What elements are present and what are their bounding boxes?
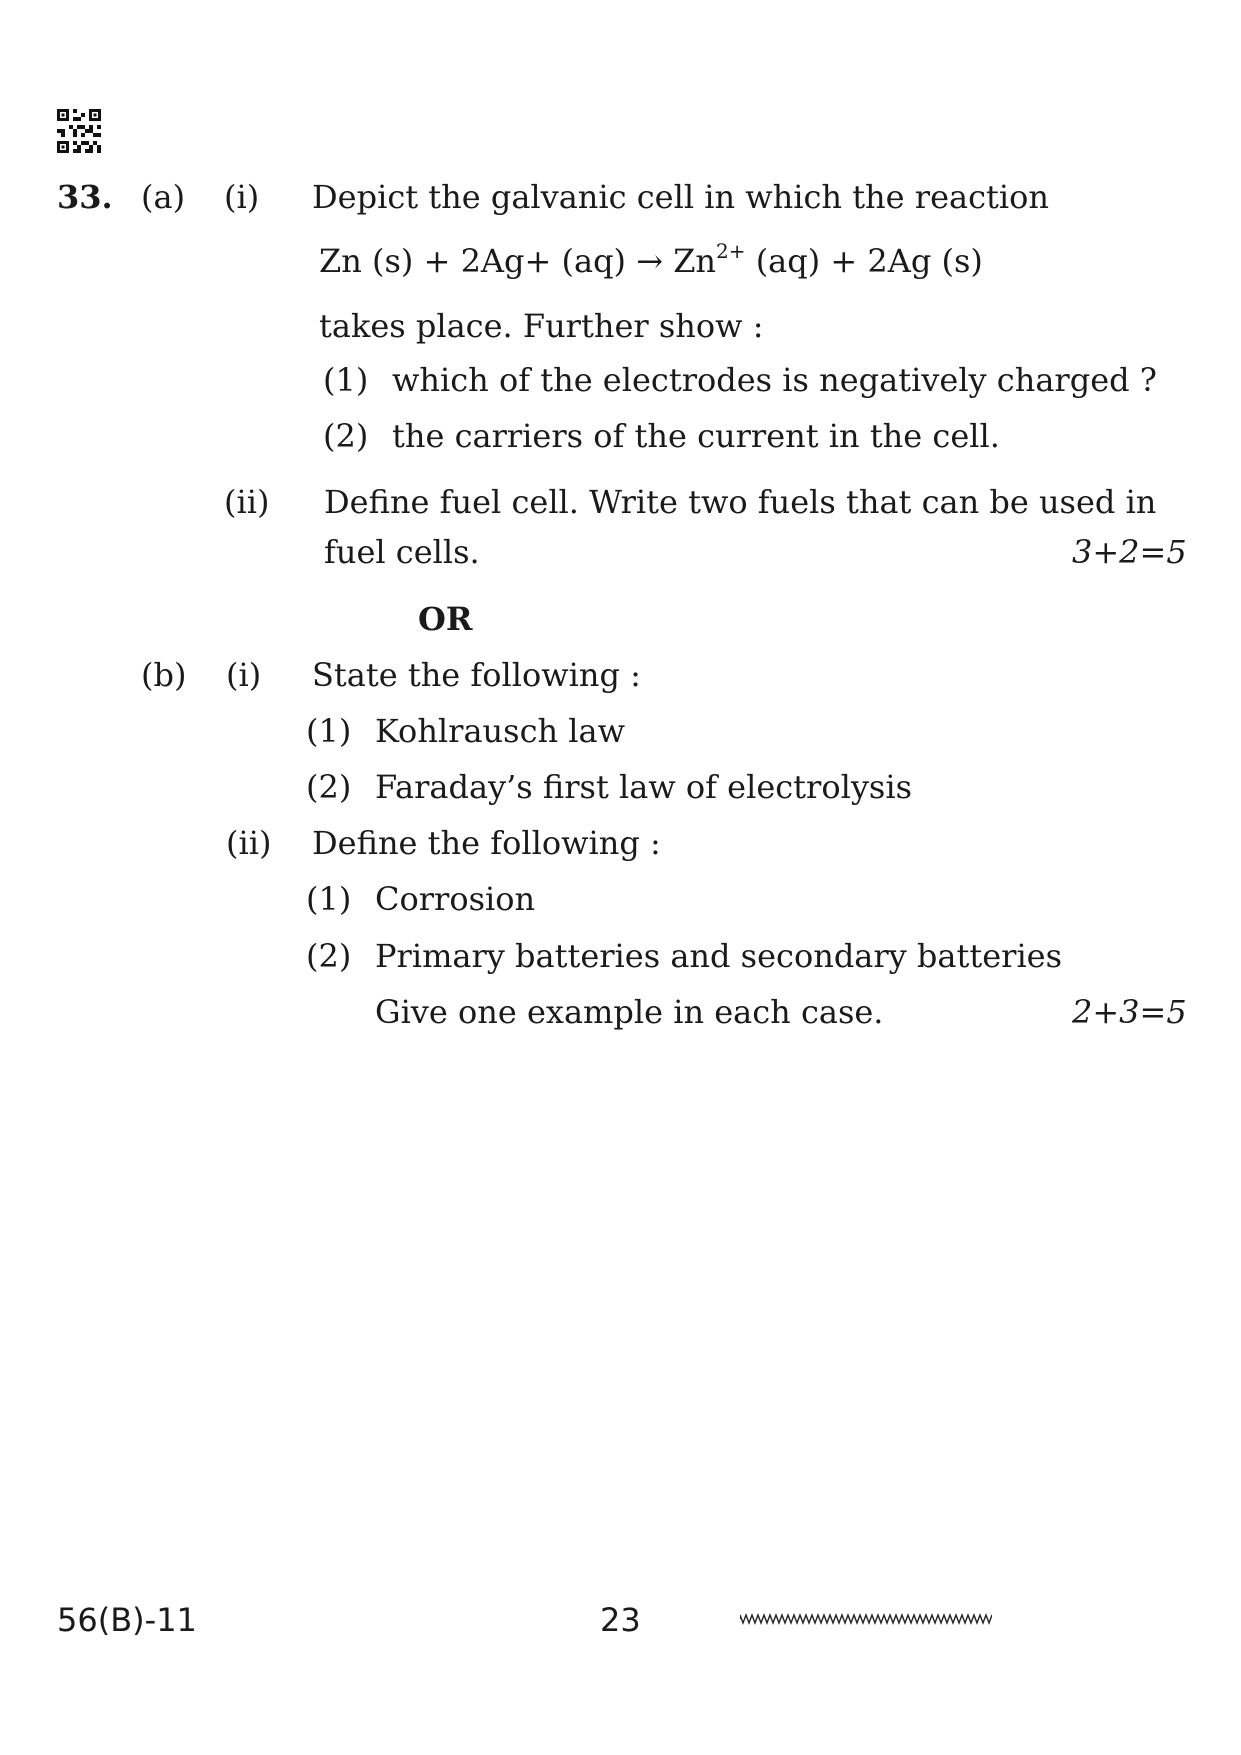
part-b-ii-label: (ii) bbox=[226, 824, 272, 862]
list-item-number: (1) bbox=[306, 880, 352, 918]
list-item-text: the carriers of the current in the cell. bbox=[392, 417, 1000, 455]
part-a-i-label: (i) bbox=[224, 178, 260, 216]
reaction-equation bbox=[319, 241, 983, 281]
equation-right: (aq) + 2Ag (s) bbox=[745, 242, 983, 280]
part-b-label: (b) bbox=[141, 656, 187, 694]
paper-code: 56(B)-11 bbox=[57, 1601, 197, 1639]
part-a-i-text: Depict the galvanic cell in which the reaction bbox=[312, 178, 1049, 216]
part-a-ii-text-line1: Define fuel cell. Write two fuels that can be used in bbox=[324, 483, 1157, 521]
list-item-number: (2) bbox=[306, 937, 352, 975]
part-b-i-label: (i) bbox=[226, 656, 262, 694]
marks-b: 2+3=5 bbox=[1072, 993, 1187, 1031]
part-b-ii-extra: Give one example in each case. bbox=[375, 993, 884, 1031]
part-a-label: (a) bbox=[141, 178, 186, 216]
part-b-i-text: State the following : bbox=[312, 656, 641, 694]
list-item-number: (2) bbox=[323, 417, 369, 455]
list-item-text: Kohlrausch law bbox=[375, 712, 625, 750]
list-item-text: Corrosion bbox=[375, 880, 536, 918]
list-item-number: (2) bbox=[306, 768, 352, 806]
part-a-i-further: takes place. Further show : bbox=[319, 307, 764, 345]
list-item-text: which of the electrodes is negatively charged ? bbox=[392, 361, 1157, 399]
list-item-number: (1) bbox=[323, 361, 369, 399]
question-number: 33. bbox=[57, 178, 113, 216]
part-a-ii-text-line2: fuel cells. bbox=[324, 533, 480, 571]
list-item-text: Faraday’s first law of electrolysis bbox=[375, 768, 912, 806]
equation-left: Zn (s) + 2Ag+ (aq) → Zn bbox=[319, 242, 717, 280]
list-item-text: Primary batteries and secondary batteries bbox=[375, 937, 1063, 975]
list-item-number: (1) bbox=[306, 712, 352, 750]
wavy-line-icon bbox=[740, 1612, 992, 1626]
marks-a: 3+2=5 bbox=[1072, 533, 1187, 571]
qr-code-icon bbox=[57, 109, 101, 153]
page-number: 23 bbox=[600, 1601, 641, 1639]
part-b-ii-text: Define the following : bbox=[312, 824, 661, 862]
part-a-ii-label: (ii) bbox=[224, 483, 270, 521]
equation-superscript: 2+ bbox=[716, 239, 746, 263]
or-label: OR bbox=[418, 600, 473, 638]
